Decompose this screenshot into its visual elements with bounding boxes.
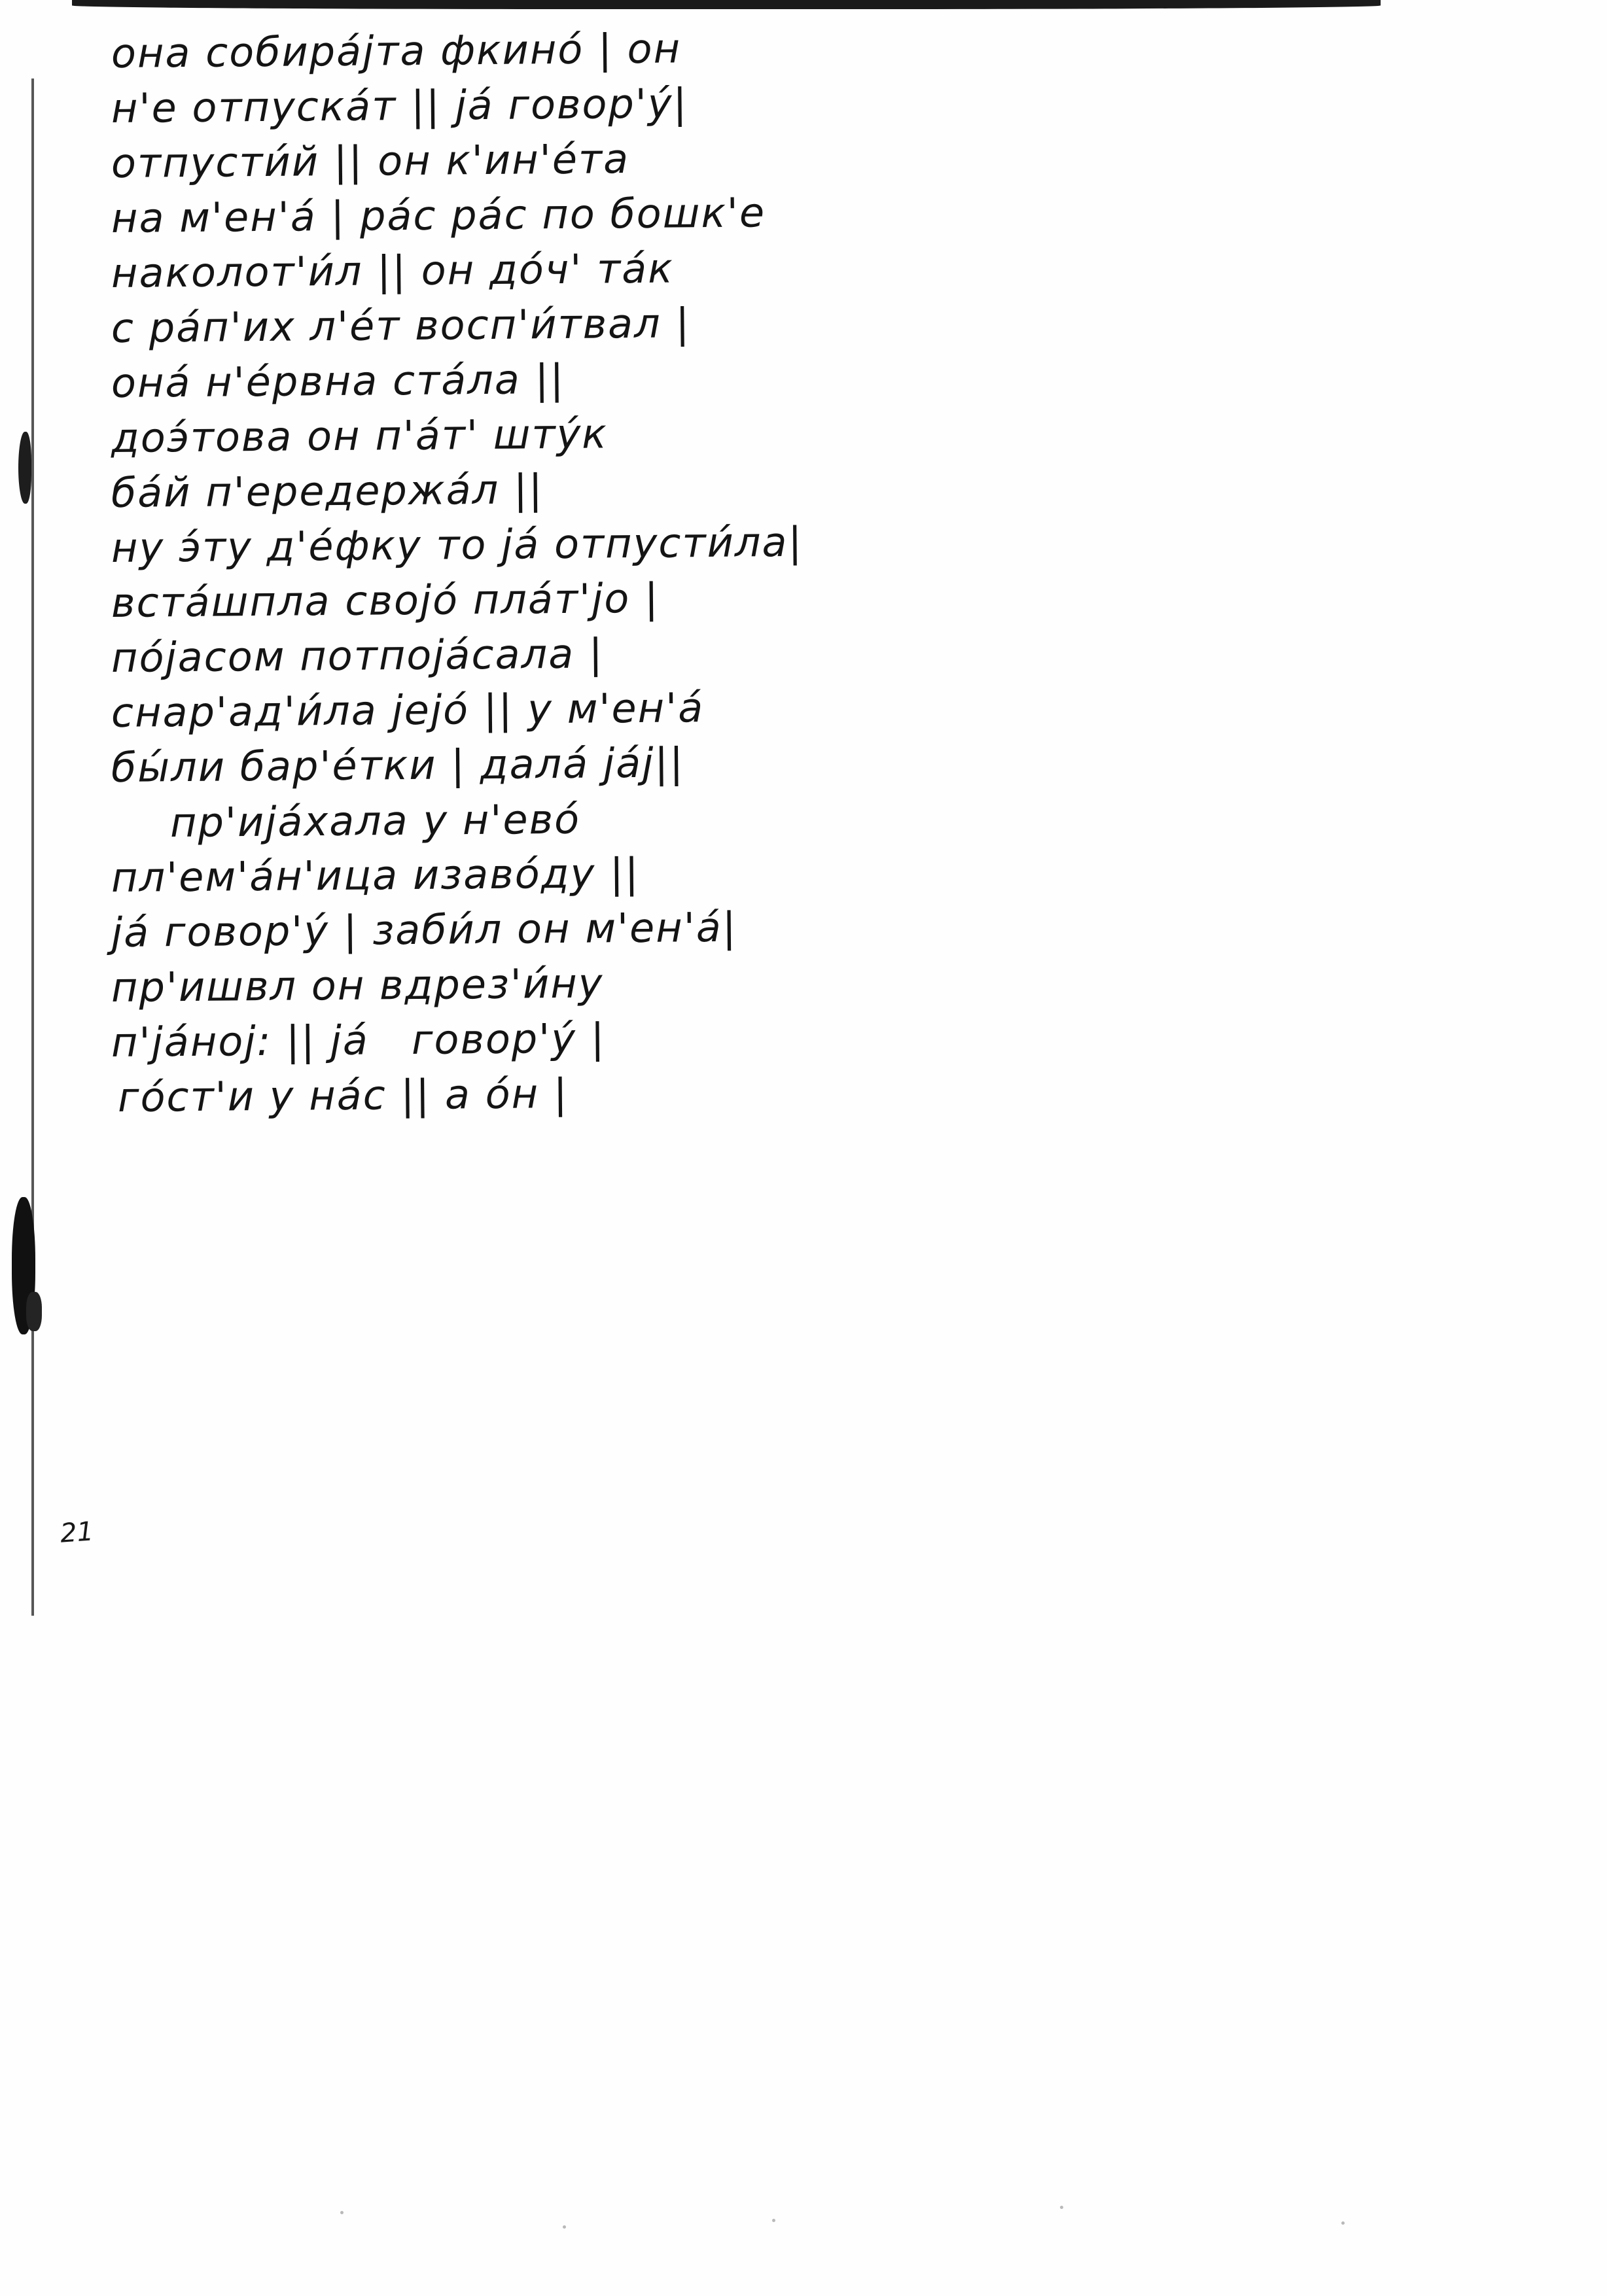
manuscript-line-text: вста́шпла своjо́ пла́т'jо | xyxy=(111,574,660,627)
scan-speckle xyxy=(563,2225,566,2229)
manuscript-line xyxy=(111,188,1453,246)
scan-speckle xyxy=(772,2219,775,2222)
scan-artifact-left-upper xyxy=(18,432,31,504)
manuscript-line-text: на м'ен'а́ | ра́с ра́с по бошк'е xyxy=(111,188,766,242)
manuscript-line-text: пр'ишвл он вдрез'и́ну xyxy=(111,959,604,1011)
manuscript-line xyxy=(111,905,1453,960)
manuscript-line xyxy=(111,301,1453,356)
manuscript-line-text: пл'ем'а́н'ица изаво́ду || xyxy=(111,848,641,901)
manuscript-line xyxy=(111,960,1453,1015)
page-number: 21 xyxy=(59,1516,95,1549)
manuscript-line-text: го́ст'и у на́с || а о́н | xyxy=(117,1069,569,1121)
manuscript-line-text: ба́й п'ередержа́л || xyxy=(111,465,544,517)
scan-top-edge xyxy=(72,0,1381,9)
scan-artifact-left-lower xyxy=(26,1292,42,1331)
manuscript-line xyxy=(111,26,1453,81)
manuscript-line xyxy=(111,411,1453,466)
handwritten-text-block xyxy=(111,26,1453,1125)
manuscript-line-text: она́ н'е́рвна ста́ла || xyxy=(111,355,565,407)
manuscript-line xyxy=(111,795,1453,850)
binding-gutter-line xyxy=(31,78,34,1616)
manuscript-line xyxy=(111,1015,1453,1070)
manuscript-line xyxy=(111,81,1453,136)
manuscript-line-text: с ра́п'их л'е́т восп'и́твал | xyxy=(111,299,691,352)
manuscript-line-text: пр'иjа́хала у н'ево́ xyxy=(169,795,581,846)
scan-speckle xyxy=(1060,2206,1063,2209)
manuscript-line-text: бы́ли бар'е́тки | дала́ ја́j|| xyxy=(111,739,685,791)
manuscript-line xyxy=(111,686,1453,740)
manuscript-line xyxy=(111,517,1453,576)
manuscript-line-text: наколот'и́л || он до́ч' та́к xyxy=(111,244,674,297)
manuscript-line xyxy=(111,466,1453,521)
manuscript-line-text: она собира́јта фкино́ | он xyxy=(111,24,682,77)
manuscript-line xyxy=(111,136,1453,191)
scan-speckle xyxy=(1341,2221,1345,2225)
manuscript-line-text: доэ́това он п'а́т' шту́к xyxy=(111,409,609,462)
manuscript-line-text: снар'ад'и́ла јеjо́ || у м'ен'а́ xyxy=(111,684,705,737)
manuscript-line xyxy=(111,740,1453,795)
manuscript-line xyxy=(111,246,1453,301)
manuscript-line-text: н'е отпуска́т || ја́ говор'у́| xyxy=(111,79,688,132)
manuscript-line xyxy=(111,576,1453,631)
manuscript-line-text: по́jасом потпоjа́сала | xyxy=(111,629,605,682)
manuscript-line-text: ну э́ту д'е́фку то ја́ отпусти́ла| xyxy=(111,517,804,572)
manuscript-line xyxy=(111,631,1453,686)
manuscript-line-text: отпусти́й || он к'ин'е́та xyxy=(111,135,630,187)
manuscript-line xyxy=(111,1070,1453,1125)
manuscript-line-text: п'ја́ноj: || ја́ говор'у́ | xyxy=(111,1014,606,1066)
scan-speckle xyxy=(340,2211,344,2214)
manuscript-line xyxy=(111,850,1453,905)
manuscript-line-text: ја́ говор'у́ | заби́л он м'ен'а́| xyxy=(111,903,738,956)
manuscript-line xyxy=(111,356,1453,411)
